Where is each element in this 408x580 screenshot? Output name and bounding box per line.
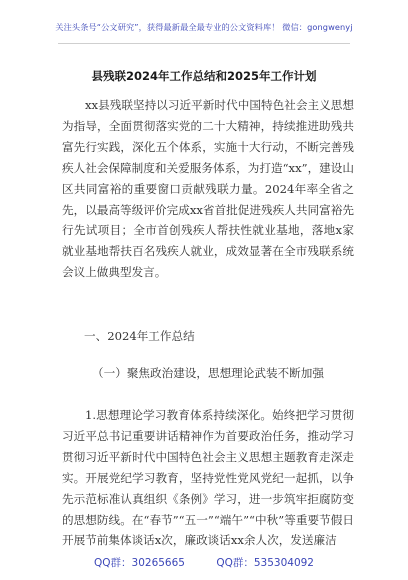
footer-qq-groups: [0, 555, 408, 570]
qq-group-2: QQ群：535304092: [216, 557, 314, 569]
sub-heading: （一）聚焦政治建设，思想理论武装不断加强: [92, 366, 324, 380]
section-heading: 一、2024年工作总结: [84, 329, 195, 343]
body-paragraph: 1.思想理论学习教育体系持续深化。始终把学习贯彻习近平总书记重要讲话精神作为首要政治任务，推动学习贯彻习近平新时代中国特色社会主义思想主题教育走深走实。开展党纪学习教育，坚持党性党风党纪一起抓，以争先示范标准认真组织《条例》学习，进一步筑牢拒腐防变的思想防线。在“春节”“五一”“端午”“中秋”等重要节假日开展节前集体谈话x次，廉政谈话xx余人次，发送廉洁: [62, 408, 354, 548]
header-divider: [58, 43, 350, 44]
intro-paragraph: xx县残联坚持以习近平新时代中国特色社会主义思想为指导，全面贯彻落实党的二十大精神，持续推进助残共富先行实践，深化五个体系，实施十大行动，不断完善残疾人社会保障制度和关爱服务体系，为打造“xx”，建设山区共同富裕的重要窗口贡献残联力量。2024年率全省之先，以最高等级评价完成xx省首批促进残疾人共同富裕先行先试项目；全市首创残疾人帮扶性就业基地，落地x家就业基地帮扶百名残疾人就业，成效显著在全市残联系统会议上做典型发言。: [62, 98, 354, 280]
qq-group-1: QQ群：30265665: [94, 557, 185, 569]
document-title: 县残联2024年工作总结和2025年工作计划: [91, 69, 317, 83]
header-banner: 关注头条号“公文研究”，获得最新最全最专业的公文资料库！ 微信：gongwenyj: [55, 22, 353, 32]
